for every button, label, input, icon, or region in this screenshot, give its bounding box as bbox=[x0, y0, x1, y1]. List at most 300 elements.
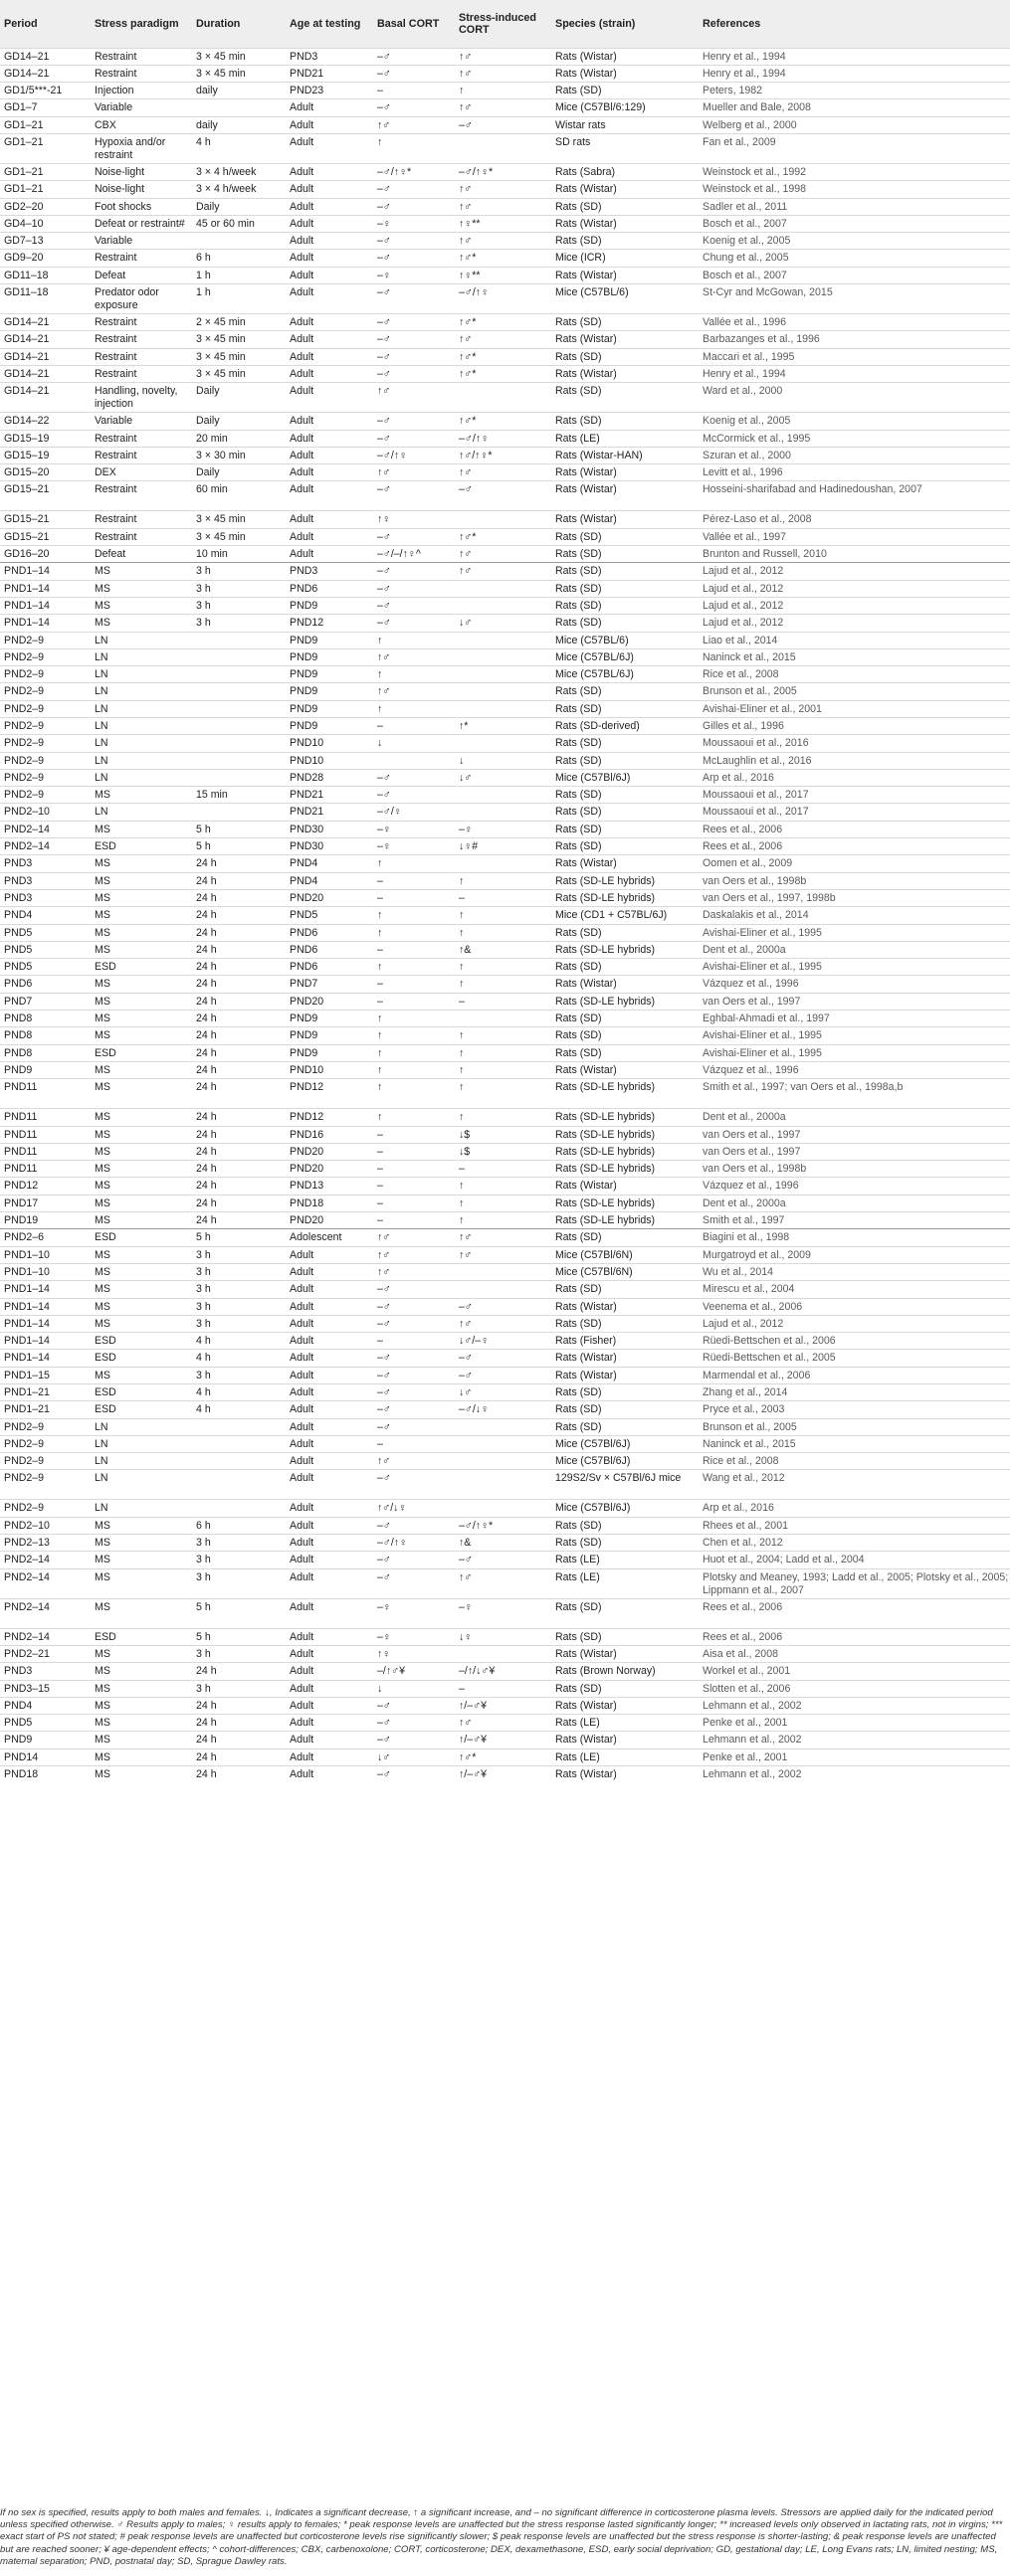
cell-basal-cort bbox=[373, 752, 455, 769]
table-row bbox=[0, 1044, 1010, 1061]
cell-stress-paradigm: MS bbox=[91, 1715, 192, 1732]
cell-age-at-testing: Adult bbox=[286, 267, 373, 283]
table-row bbox=[0, 735, 1010, 752]
cell-period: PND2–9 bbox=[0, 735, 91, 752]
cell-stress-paradigm: LN bbox=[91, 666, 192, 683]
cell-basal-cort: ↓♂ bbox=[373, 1748, 455, 1765]
table-row bbox=[0, 198, 1010, 215]
cell-period: PND2–9 bbox=[0, 769, 91, 786]
cell-species-strain: Rats (SD-LE hybrids) bbox=[551, 1195, 699, 1211]
cell-stress-induced-cort bbox=[455, 1453, 551, 1470]
cell-period: GD1–21 bbox=[0, 181, 91, 198]
cell-stress-paradigm: LN bbox=[91, 804, 192, 821]
cell-species-strain: Rats (SD) bbox=[551, 959, 699, 976]
cell-age-at-testing: Adult bbox=[286, 1281, 373, 1298]
cell-stress-paradigm: MS bbox=[91, 1027, 192, 1044]
cell-stress-induced-cort: ↑♂* bbox=[455, 1748, 551, 1765]
cell-stress-induced-cort: ↑♂* bbox=[455, 348, 551, 365]
cell-duration: 24 h bbox=[192, 1697, 286, 1714]
cell-stress-paradigm: MS bbox=[91, 1263, 192, 1280]
cell-basal-cort: –♂ bbox=[373, 1350, 455, 1367]
cell-duration bbox=[192, 233, 286, 250]
cell-duration: 3 h bbox=[192, 1315, 286, 1332]
cell-period: GD14–21 bbox=[0, 65, 91, 82]
cell-stress-paradigm: MS bbox=[91, 889, 192, 906]
cell-stress-paradigm: ESD bbox=[91, 1333, 192, 1350]
cell-references: van Oers et al., 1998b bbox=[699, 872, 1010, 889]
table-row bbox=[0, 284, 1010, 314]
cell-species-strain: Rats (SD) bbox=[551, 597, 699, 614]
column-header-basal-cort: Basal CORT bbox=[373, 0, 455, 48]
cell-references: Lehmann et al., 2002 bbox=[699, 1697, 1010, 1714]
cell-period: PND1–10 bbox=[0, 1246, 91, 1263]
cell-basal-cort: – bbox=[373, 1435, 455, 1452]
cell-duration bbox=[192, 1435, 286, 1452]
cell-stress-paradigm: MS bbox=[91, 1766, 192, 1783]
cell-stress-paradigm: Restraint bbox=[91, 447, 192, 463]
cell-species-strain: Rats (LE) bbox=[551, 1552, 699, 1568]
table-row bbox=[0, 99, 1010, 116]
cell-species-strain: Rats (SD-LE hybrids) bbox=[551, 1161, 699, 1178]
cell-species-strain: Rats (Wistar) bbox=[551, 215, 699, 232]
cell-stress-paradigm: MS bbox=[91, 1598, 192, 1628]
cell-stress-paradigm: Variable bbox=[91, 413, 192, 430]
table-row bbox=[0, 1453, 1010, 1470]
cell-basal-cort: –♂ bbox=[373, 250, 455, 267]
cell-species-strain: SD rats bbox=[551, 133, 699, 163]
cell-basal-cort: ↑♂/↓♀ bbox=[373, 1500, 455, 1517]
cell-duration: 3 × 30 min bbox=[192, 447, 286, 463]
cell-duration: 24 h bbox=[192, 872, 286, 889]
cell-references: van Oers et al., 1998b bbox=[699, 1161, 1010, 1178]
cell-stress-induced-cort: ↑♂ bbox=[455, 331, 551, 348]
cell-stress-paradigm: MS bbox=[91, 615, 192, 632]
cell-age-at-testing: Adult bbox=[286, 1401, 373, 1418]
cell-age-at-testing: PND10 bbox=[286, 735, 373, 752]
cell-species-strain: Rats (SD) bbox=[551, 528, 699, 545]
cell-species-strain: Rats (SD) bbox=[551, 563, 699, 580]
cell-age-at-testing: Adult bbox=[286, 1715, 373, 1732]
cell-age-at-testing: Adult bbox=[286, 181, 373, 198]
cell-duration: 3 h bbox=[192, 1680, 286, 1697]
table-row bbox=[0, 580, 1010, 597]
cell-stress-induced-cort: ↑♂ bbox=[455, 1315, 551, 1332]
cell-species-strain: Rats (SD) bbox=[551, 1680, 699, 1697]
cell-duration: 5 h bbox=[192, 821, 286, 837]
cell-age-at-testing: PND20 bbox=[286, 1143, 373, 1160]
cell-period: GD16–20 bbox=[0, 546, 91, 563]
cell-stress-induced-cort: – bbox=[455, 889, 551, 906]
table-row bbox=[0, 314, 1010, 331]
cell-species-strain: Rats (SD) bbox=[551, 1044, 699, 1061]
cell-stress-paradigm: CBX bbox=[91, 116, 192, 133]
cell-references: Ward et al., 2000 bbox=[699, 383, 1010, 413]
table-row bbox=[0, 632, 1010, 648]
cell-species-strain: Rats (SD-LE hybrids) bbox=[551, 1126, 699, 1143]
cell-period: PND3 bbox=[0, 872, 91, 889]
cell-stress-induced-cort: –♂ bbox=[455, 1298, 551, 1315]
cell-basal-cort: ↑ bbox=[373, 1044, 455, 1061]
table-row bbox=[0, 1552, 1010, 1568]
cell-stress-induced-cort: ↑ bbox=[455, 924, 551, 941]
table-row bbox=[0, 1263, 1010, 1280]
cell-stress-induced-cort: ↑♂* bbox=[455, 365, 551, 382]
cell-stress-induced-cort: ↑* bbox=[455, 718, 551, 735]
table-row bbox=[0, 1079, 1010, 1109]
cell-references: Chen et al., 2012 bbox=[699, 1535, 1010, 1552]
cell-stress-induced-cort: ↑ bbox=[455, 1079, 551, 1109]
cell-age-at-testing: Adult bbox=[286, 1628, 373, 1645]
cell-basal-cort: –/↑♂¥ bbox=[373, 1663, 455, 1680]
cell-stress-induced-cort: ↓♀ bbox=[455, 1628, 551, 1645]
cell-stress-paradigm: MS bbox=[91, 872, 192, 889]
cell-species-strain: Rats (SD) bbox=[551, 1535, 699, 1552]
cell-duration bbox=[192, 683, 286, 700]
table-row bbox=[0, 1435, 1010, 1452]
cell-species-strain: Rats (SD) bbox=[551, 787, 699, 804]
cell-age-at-testing: PND30 bbox=[286, 821, 373, 837]
table-row bbox=[0, 383, 1010, 413]
cell-period: PND11 bbox=[0, 1126, 91, 1143]
cell-references: Avishai-Eliner et al., 1995 bbox=[699, 1044, 1010, 1061]
cell-duration: 3 h bbox=[192, 1281, 286, 1298]
cell-references: Rees et al., 2006 bbox=[699, 838, 1010, 855]
table-row bbox=[0, 1298, 1010, 1315]
cell-stress-induced-cort bbox=[455, 632, 551, 648]
cell-stress-induced-cort: ↑♂ bbox=[455, 1229, 551, 1246]
cell-duration bbox=[192, 1470, 286, 1500]
cell-stress-induced-cort: ↑ bbox=[455, 1061, 551, 1078]
cell-period: PND8 bbox=[0, 1027, 91, 1044]
cell-basal-cort: ↑ bbox=[373, 959, 455, 976]
cell-duration: 3 h bbox=[192, 580, 286, 597]
cell-stress-paradigm: MS bbox=[91, 1367, 192, 1383]
table-row bbox=[0, 65, 1010, 82]
cell-period: PND4 bbox=[0, 907, 91, 924]
cell-period: GD14–21 bbox=[0, 48, 91, 65]
cell-stress-paradigm: MS bbox=[91, 1517, 192, 1534]
table-row bbox=[0, 1401, 1010, 1418]
cell-duration: 3 × 45 min bbox=[192, 348, 286, 365]
cell-stress-paradigm: LN bbox=[91, 632, 192, 648]
cell-references: Wang et al., 2012 bbox=[699, 1470, 1010, 1500]
cell-stress-induced-cort: ↓♂/–♀ bbox=[455, 1333, 551, 1350]
cell-period: PND19 bbox=[0, 1212, 91, 1229]
cell-stress-paradigm: Predator odor exposure bbox=[91, 284, 192, 314]
cell-stress-paradigm: MS bbox=[91, 1195, 192, 1211]
cell-duration: daily bbox=[192, 83, 286, 99]
cell-stress-induced-cort: ↑♂* bbox=[455, 528, 551, 545]
cell-period: PND1–14 bbox=[0, 1298, 91, 1315]
cell-duration: 3 h bbox=[192, 1568, 286, 1598]
cell-age-at-testing: Adult bbox=[286, 1500, 373, 1517]
table-row bbox=[0, 597, 1010, 614]
table-row bbox=[0, 1663, 1010, 1680]
table-footnote: If no sex is specified, results apply to both males and females. ↓, Indicates a significant decrease, ↑ a significant increase, and – no significant difference in corticosterone plasma levels. Stressors are applied daily for the indicated period unless specified otherwise. ♂ Results apply to males; ♀ results apply to females; * peak response levels are unaffected but the stress response lasted significantly longer; ** increased levels only observed in lactating rats, not in virgins; *** exact start of PS not stated; # peak response levels are unaffected but corticosterone levels rise significantly slower; $ peak response levels are unaffected but the stress response is shorter-lasting; & peak response levels are unaffected but are reached sooner; ¥ age-dependent effects; ^ cohort-differences; CBX, carbenoxolone; CORT, corticosterone; DEX, dexamethasone, ESD, early social deprivation; GD, gestational day; LE, Long Evans rats; LN, limited nesting; MS, maternal separation; PND, postnatal day; SD, Sprague Dawley rats. bbox=[0, 2507, 1003, 2567]
cell-species-strain: Rats (SD) bbox=[551, 1281, 699, 1298]
cell-stress-induced-cort bbox=[455, 700, 551, 717]
cell-stress-induced-cort: ↑♀** bbox=[455, 267, 551, 283]
cell-duration: 45 or 60 min bbox=[192, 215, 286, 232]
cell-stress-paradigm: ESD bbox=[91, 1401, 192, 1418]
cell-stress-paradigm: MS bbox=[91, 1645, 192, 1662]
cell-age-at-testing: PND20 bbox=[286, 1212, 373, 1229]
cell-basal-cort: ↑♀ bbox=[373, 511, 455, 528]
cell-basal-cort: ↑♂ bbox=[373, 1453, 455, 1470]
cell-basal-cort: ↑ bbox=[373, 666, 455, 683]
cell-stress-paradigm: MS bbox=[91, 1143, 192, 1160]
cell-age-at-testing: PND9 bbox=[286, 700, 373, 717]
table-row bbox=[0, 787, 1010, 804]
cell-period: PND18 bbox=[0, 1766, 91, 1783]
cell-basal-cort: –♂ bbox=[373, 481, 455, 511]
table-row bbox=[0, 941, 1010, 958]
table-row bbox=[0, 1766, 1010, 1783]
cell-period: GD15–21 bbox=[0, 481, 91, 511]
cell-age-at-testing: PND6 bbox=[286, 959, 373, 976]
cell-references: Szuran et al., 2000 bbox=[699, 447, 1010, 463]
cell-species-strain: Rats (Wistar) bbox=[551, 48, 699, 65]
cell-species-strain: Rats (LE) bbox=[551, 1748, 699, 1765]
cell-age-at-testing: PND9 bbox=[286, 632, 373, 648]
cell-stress-paradigm: MS bbox=[91, 1126, 192, 1143]
cell-stress-paradigm: MS bbox=[91, 907, 192, 924]
cell-references: Mueller and Bale, 2008 bbox=[699, 99, 1010, 116]
cell-age-at-testing: PND23 bbox=[286, 83, 373, 99]
table-row bbox=[0, 1333, 1010, 1350]
cell-age-at-testing: Adult bbox=[286, 215, 373, 232]
cell-age-at-testing: Adult bbox=[286, 331, 373, 348]
cell-basal-cort: –♀ bbox=[373, 215, 455, 232]
cell-period: GD15–21 bbox=[0, 528, 91, 545]
cell-duration: 20 min bbox=[192, 430, 286, 447]
cell-stress-paradigm: Defeat bbox=[91, 267, 192, 283]
cell-stress-induced-cort: –♂/↑♀* bbox=[455, 163, 551, 180]
cell-period: GD15–21 bbox=[0, 511, 91, 528]
cell-species-strain: Rats (Sabra) bbox=[551, 163, 699, 180]
cell-basal-cort: –♂ bbox=[373, 1766, 455, 1783]
cell-species-strain: Rats (Brown Norway) bbox=[551, 1663, 699, 1680]
cell-references: Zhang et al., 2014 bbox=[699, 1383, 1010, 1400]
cell-stress-induced-cort: ↑/–♂¥ bbox=[455, 1766, 551, 1783]
cell-stress-induced-cort bbox=[455, 580, 551, 597]
cell-duration: 24 h bbox=[192, 976, 286, 993]
table-row bbox=[0, 769, 1010, 786]
cell-references: Rüedi-Bettschen et al., 2006 bbox=[699, 1333, 1010, 1350]
cell-period: PND2–9 bbox=[0, 1500, 91, 1517]
cell-age-at-testing: Adult bbox=[286, 1732, 373, 1748]
cell-species-strain: Rats (SD-LE hybrids) bbox=[551, 993, 699, 1010]
cell-stress-paradigm: MS bbox=[91, 597, 192, 614]
cell-stress-paradigm: MS bbox=[91, 1061, 192, 1078]
cell-period: PND4 bbox=[0, 1697, 91, 1714]
cell-period: PND2–9 bbox=[0, 752, 91, 769]
cell-stress-induced-cort bbox=[455, 511, 551, 528]
cell-duration: 3 h bbox=[192, 615, 286, 632]
cell-basal-cort: –♂ bbox=[373, 1697, 455, 1714]
cell-age-at-testing: Adult bbox=[286, 1333, 373, 1350]
cell-stress-induced-cort: ↑♂ bbox=[455, 65, 551, 82]
cell-species-strain: Rats (Wistar) bbox=[551, 1766, 699, 1783]
cell-stress-induced-cort: ↓ bbox=[455, 752, 551, 769]
cell-references: Liao et al., 2014 bbox=[699, 632, 1010, 648]
cell-references: Barbazanges et al., 1996 bbox=[699, 331, 1010, 348]
cell-basal-cort: –♂ bbox=[373, 331, 455, 348]
cell-species-strain: Rats (SD-LE hybrids) bbox=[551, 1212, 699, 1229]
cell-stress-paradigm: Noise-light bbox=[91, 181, 192, 198]
cell-age-at-testing: PND4 bbox=[286, 872, 373, 889]
cell-references: Henry et al., 1994 bbox=[699, 48, 1010, 65]
cell-references: Peters, 1982 bbox=[699, 83, 1010, 99]
cell-species-strain: Mice (C57BL/6J) bbox=[551, 666, 699, 683]
cell-age-at-testing: Adult bbox=[286, 1517, 373, 1534]
cell-age-at-testing: Adult bbox=[286, 99, 373, 116]
cell-species-strain: Rats (SD-LE hybrids) bbox=[551, 872, 699, 889]
cell-species-strain: Rats (SD) bbox=[551, 1628, 699, 1645]
cell-stress-paradigm: LN bbox=[91, 735, 192, 752]
cell-stress-induced-cort: ↑♂* bbox=[455, 314, 551, 331]
cell-stress-induced-cort bbox=[455, 855, 551, 872]
cell-stress-paradigm: Defeat or restraint# bbox=[91, 215, 192, 232]
cell-basal-cort: –♂ bbox=[373, 615, 455, 632]
table-row bbox=[0, 889, 1010, 906]
cell-duration: 3 h bbox=[192, 1298, 286, 1315]
cell-stress-paradigm: MS bbox=[91, 1315, 192, 1332]
cell-stress-induced-cort: –♂/↑♀ bbox=[455, 284, 551, 314]
cell-age-at-testing: Adult bbox=[286, 1645, 373, 1662]
cell-period: GD11–18 bbox=[0, 284, 91, 314]
cell-basal-cort: ↑♀ bbox=[373, 1645, 455, 1662]
cell-basal-cort: –♀ bbox=[373, 838, 455, 855]
cell-species-strain: Rats (Wistar) bbox=[551, 267, 699, 283]
cell-species-strain: Rats (Wistar) bbox=[551, 855, 699, 872]
cell-stress-paradigm: MS bbox=[91, 580, 192, 597]
cell-stress-paradigm: MS bbox=[91, 1680, 192, 1697]
cell-period: GD14–21 bbox=[0, 383, 91, 413]
cell-duration: 3 h bbox=[192, 563, 286, 580]
cell-stress-induced-cort: ↑ bbox=[455, 907, 551, 924]
cell-species-strain: Mice (C57BL/6J) bbox=[551, 648, 699, 665]
cell-period: PND8 bbox=[0, 1011, 91, 1027]
cell-duration: Daily bbox=[192, 383, 286, 413]
cell-references: Aisa et al., 2008 bbox=[699, 1645, 1010, 1662]
table-row bbox=[0, 331, 1010, 348]
cell-stress-induced-cort: ↓♂ bbox=[455, 1383, 551, 1400]
cell-age-at-testing: Adult bbox=[286, 1350, 373, 1367]
cell-duration bbox=[192, 666, 286, 683]
cell-stress-induced-cort: –♀ bbox=[455, 821, 551, 837]
cell-species-strain: Rats (SD-LE hybrids) bbox=[551, 941, 699, 958]
cell-duration: 24 h bbox=[192, 1143, 286, 1160]
cell-period: PND1–14 bbox=[0, 1281, 91, 1298]
cell-species-strain: Rats (Wistar) bbox=[551, 1178, 699, 1195]
cell-references: Gilles et al., 1996 bbox=[699, 718, 1010, 735]
cell-basal-cort: – bbox=[373, 718, 455, 735]
cell-period: PND2–9 bbox=[0, 787, 91, 804]
cell-basal-cort: –♂ bbox=[373, 48, 455, 65]
cell-species-strain: Rats (Wistar) bbox=[551, 511, 699, 528]
cell-stress-induced-cort: ↑ bbox=[455, 1178, 551, 1195]
cell-references: Rhees et al., 2001 bbox=[699, 1517, 1010, 1534]
cell-period: PND2–9 bbox=[0, 1470, 91, 1500]
cell-duration: 24 h bbox=[192, 1079, 286, 1109]
cell-age-at-testing: Adult bbox=[286, 430, 373, 447]
cell-period: GD15–19 bbox=[0, 430, 91, 447]
cell-stress-paradigm: MS bbox=[91, 976, 192, 993]
cell-stress-induced-cort: ↑/–♂¥ bbox=[455, 1697, 551, 1714]
cell-period: GD9–20 bbox=[0, 250, 91, 267]
cell-references: Wu et al., 2014 bbox=[699, 1263, 1010, 1280]
cell-species-strain: Rats (SD) bbox=[551, 683, 699, 700]
cell-duration bbox=[192, 632, 286, 648]
cell-period: GD4–10 bbox=[0, 215, 91, 232]
cell-age-at-testing: PND6 bbox=[286, 941, 373, 958]
cell-age-at-testing: Adult bbox=[286, 1453, 373, 1470]
cell-period: PND2–9 bbox=[0, 718, 91, 735]
table-row bbox=[0, 1500, 1010, 1517]
table-row bbox=[0, 1568, 1010, 1598]
table-row bbox=[0, 1178, 1010, 1195]
cell-period: GD1–21 bbox=[0, 163, 91, 180]
cell-age-at-testing: Adult bbox=[286, 1697, 373, 1714]
cell-stress-paradigm: Variable bbox=[91, 233, 192, 250]
cell-period: PND2–14 bbox=[0, 821, 91, 837]
cell-duration: 1 h bbox=[192, 267, 286, 283]
cell-stress-paradigm: MS bbox=[91, 1212, 192, 1229]
table-row bbox=[0, 1161, 1010, 1178]
cell-references: Levitt et al., 1996 bbox=[699, 464, 1010, 481]
table-row bbox=[0, 365, 1010, 382]
cell-stress-paradigm: Foot shocks bbox=[91, 198, 192, 215]
cell-basal-cort: –♂ bbox=[373, 413, 455, 430]
cell-stress-paradigm: Restraint bbox=[91, 481, 192, 511]
cell-period: PND2–9 bbox=[0, 683, 91, 700]
cell-species-strain: Rats (Wistar) bbox=[551, 181, 699, 198]
cell-duration: Daily bbox=[192, 198, 286, 215]
cell-stress-induced-cort: –♂/↓♀ bbox=[455, 1401, 551, 1418]
cell-references: Rice et al., 2008 bbox=[699, 1453, 1010, 1470]
cell-duration: 4 h bbox=[192, 1401, 286, 1418]
cell-age-at-testing: Adult bbox=[286, 1435, 373, 1452]
cell-references: Koenig et al., 2005 bbox=[699, 413, 1010, 430]
cell-age-at-testing: PND30 bbox=[286, 838, 373, 855]
cell-species-strain: Mice (C57Bl/6N) bbox=[551, 1246, 699, 1263]
cell-basal-cort: ↑♂ bbox=[373, 383, 455, 413]
cell-period: PND2–10 bbox=[0, 804, 91, 821]
cell-species-strain: Mice (C57Bl/6J) bbox=[551, 1435, 699, 1452]
cell-period: GD14–22 bbox=[0, 413, 91, 430]
cell-stress-paradigm: MS bbox=[91, 924, 192, 941]
cell-stress-induced-cort bbox=[455, 787, 551, 804]
cell-basal-cort: –♂ bbox=[373, 1281, 455, 1298]
cell-stress-paradigm: MS bbox=[91, 941, 192, 958]
cell-basal-cort: – bbox=[373, 872, 455, 889]
cell-stress-paradigm: LN bbox=[91, 718, 192, 735]
cell-period: GD1/5***-21 bbox=[0, 83, 91, 99]
cell-basal-cort: –♂ bbox=[373, 769, 455, 786]
cell-basal-cort: –♂ bbox=[373, 1418, 455, 1435]
cell-references: Avishai-Eliner et al., 1995 bbox=[699, 1027, 1010, 1044]
table-row bbox=[0, 700, 1010, 717]
cell-references: Fan et al., 2009 bbox=[699, 133, 1010, 163]
cell-stress-paradigm: MS bbox=[91, 1161, 192, 1178]
cell-species-strain: 129S2/Sv × C57Bl/6J mice bbox=[551, 1470, 699, 1500]
cell-stress-paradigm: Injection bbox=[91, 83, 192, 99]
cell-references: Rüedi-Bettschen et al., 2005 bbox=[699, 1350, 1010, 1367]
cell-period: PND1–15 bbox=[0, 1367, 91, 1383]
cell-period: PND2–13 bbox=[0, 1535, 91, 1552]
cell-stress-paradigm: MS bbox=[91, 993, 192, 1010]
